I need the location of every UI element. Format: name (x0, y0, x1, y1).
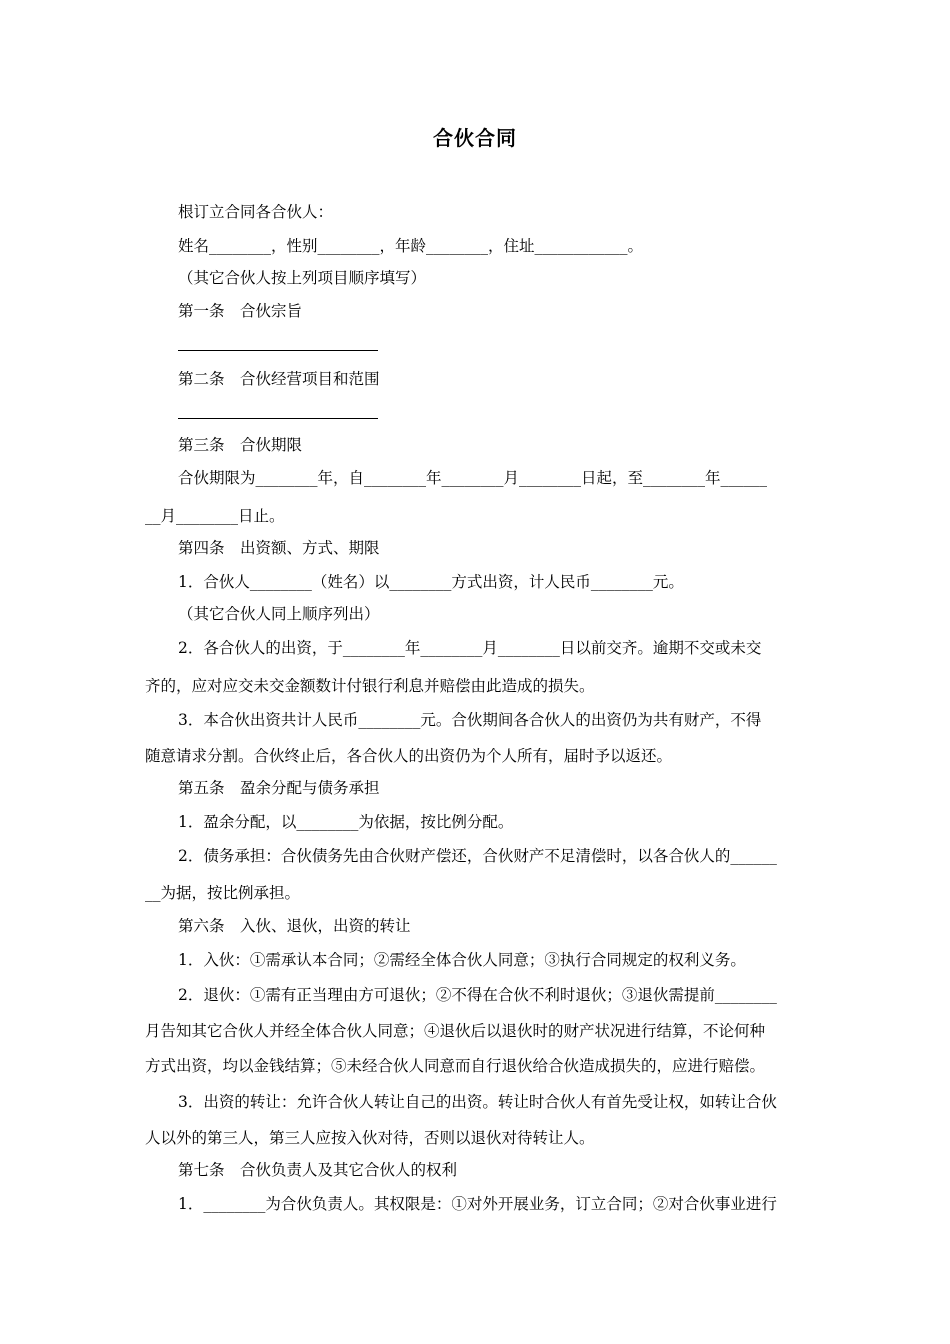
article-4-heading: 第四条 出资额、方式、期限 (178, 539, 380, 557)
article-6-clause-1: 1．入伙：①需承认本合同；②需经全体合伙人同意；③执行合同规定的权利义务。 (178, 951, 746, 969)
article-7-heading: 第七条 合伙负责人及其它合伙人的权利 (178, 1161, 458, 1179)
article-6-heading: 第六条 入伙、退伙，出资的转让 (178, 917, 411, 935)
article-7-clause-1-line-1: 1．________为合伙负责人。其权限是：①对外开展业务，订立合同；②对合伙事业进行 (178, 1195, 777, 1213)
article-2-heading: 第二条 合伙经营项目和范围 (178, 370, 380, 388)
article-4-clause-3-line-1: 3．本合伙出资共计人民币________元。合伙期间各合伙人的出资仍为共有财产，不得 (178, 711, 762, 729)
article-2-blank-line (178, 418, 378, 419)
document-title: 合伙合同 (433, 126, 517, 150)
preamble: 根订立合同各合伙人： (178, 203, 334, 221)
article-4-clause-2-line-1: 2．各合伙人的出资，于________年________月________日以前交齐。逾期不交或未交 (178, 639, 762, 657)
article-4-clause-2-line-2: 齐的，应对应交未交金额数计付银行利息并赔偿由此造成的损失。 (145, 677, 595, 695)
article-4-clause-3-line-2: 随意请求分割。合伙终止后，各合伙人的出资仍为个人所有，届时予以返还。 (145, 747, 673, 765)
article-1-blank-line (178, 350, 378, 351)
article-5-clause-1: 1．盈余分配，以________为依据，按比例分配。 (178, 813, 514, 831)
article-4-note: （其它合伙人同上顺序列出） (178, 605, 380, 623)
article-5-heading: 第五条 盈余分配与债务承担 (178, 779, 380, 797)
partner-note: （其它合伙人按上列项目顺序填写） (178, 269, 427, 287)
article-1-heading: 第一条 合伙宗旨 (178, 302, 303, 320)
article-5-clause-2-line-1: 2．债务承担：合伙债务先由合伙财产偿还，合伙财产不足清偿时，以各合伙人的______ (178, 847, 777, 865)
article-5-clause-2-line-2: __为据，按比例承担。 (145, 884, 301, 902)
article-6-clause-3-line-1: 3．出资的转让：允许合伙人转让自己的出资。转让时合伙人有首先受让权，如转让合伙 (178, 1093, 777, 1111)
article-3-heading: 第三条 合伙期限 (178, 436, 303, 454)
partner-info-line: 姓名________，性别________，年龄________，住址____________。 (178, 237, 644, 255)
article-3-text-line-2: __月________日止。 (145, 507, 285, 525)
article-4-clause-1: 1．合伙人________（姓名）以________方式出资，计人民币________元。 (178, 573, 684, 591)
article-6-clause-2-line-3: 方式出资，均以金钱结算；⑤未经合伙人同意而自行退伙给合伙造成损失的，应进行赔偿。 (145, 1057, 766, 1075)
article-6-clause-3-line-2: 人以外的第三人，第三人应按入伙对待，否则以退伙对待转让人。 (145, 1129, 595, 1147)
article-6-clause-2-line-2: 月告知其它合伙人并经全体合伙人同意；④退伙后以退伙时的财产状况进行结算，不论何种 (145, 1022, 766, 1040)
article-3-text-line-1: 合伙期限为________年，自________年________月________日起，至________年______ (178, 469, 768, 487)
article-6-clause-2-line-1: 2．退伙：①需有正当理由方可退伙；②不得在合伙不利时退伙；③退伙需提前________ (178, 986, 777, 1004)
